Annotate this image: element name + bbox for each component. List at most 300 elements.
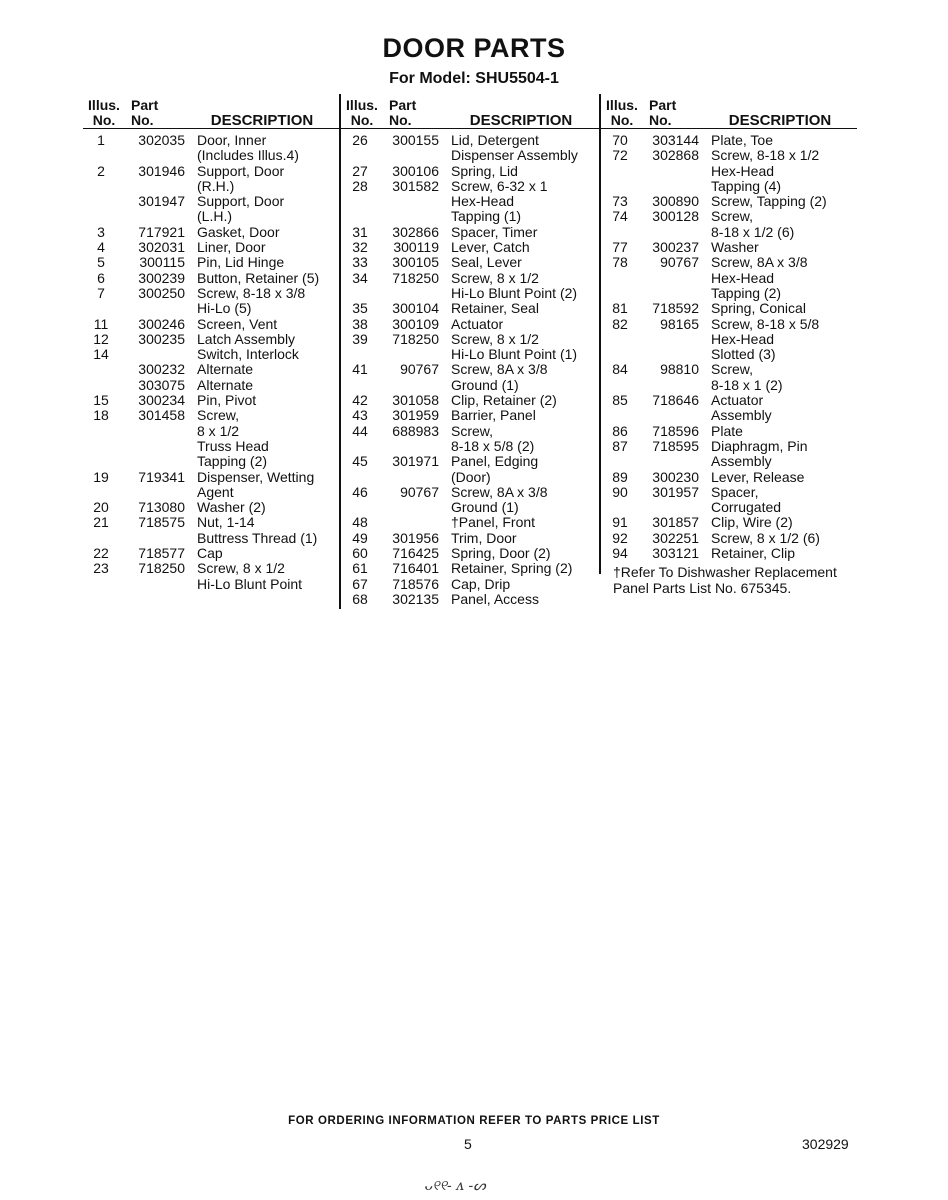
illus-number: 74 bbox=[612, 208, 628, 225]
part-description: Screw, 8 x 1/2 (6) bbox=[711, 529, 820, 546]
part-number: 301946 bbox=[138, 162, 185, 179]
part-description: Screw, Tapping (2) bbox=[711, 193, 827, 210]
header-illus-no: No. bbox=[92, 112, 116, 128]
illus-number: 5 bbox=[97, 254, 105, 271]
illus-number: 45 bbox=[352, 453, 368, 470]
part-row bbox=[341, 148, 599, 163]
part-description: Latch Assembly bbox=[197, 330, 296, 347]
illus-number: 87 bbox=[612, 437, 628, 454]
part-row bbox=[601, 194, 857, 209]
illus-number bbox=[341, 470, 379, 485]
illus-number: 32 bbox=[352, 239, 368, 256]
part-number bbox=[639, 271, 711, 286]
part-description: †Panel, Front bbox=[451, 514, 536, 531]
replacement-note bbox=[601, 565, 857, 596]
part-number: 688983 bbox=[392, 422, 439, 439]
part-number: 300239 bbox=[138, 269, 185, 286]
part-description: Tapping (4) bbox=[711, 177, 782, 194]
part-description: Spring, Conical bbox=[711, 300, 806, 317]
part-row bbox=[601, 347, 857, 362]
part-description: Retainer, Seal bbox=[451, 300, 539, 317]
illus-number: 49 bbox=[352, 529, 368, 546]
header-part: Part bbox=[389, 97, 417, 113]
part-row bbox=[341, 515, 599, 530]
part-description: Hex-Head bbox=[711, 162, 775, 179]
illus-number bbox=[83, 485, 119, 500]
part-number bbox=[639, 378, 711, 393]
part-row bbox=[341, 286, 599, 301]
part-description: 8-18 x 5/8 (2) bbox=[451, 437, 535, 454]
illus-number: 21 bbox=[93, 514, 109, 531]
part-row bbox=[601, 148, 857, 163]
illus-number: 38 bbox=[352, 315, 368, 332]
part-row bbox=[341, 561, 599, 576]
illus-number: 35 bbox=[352, 300, 368, 317]
illus-number bbox=[601, 454, 639, 469]
part-description: Hex-Head bbox=[711, 330, 775, 347]
part-row bbox=[601, 378, 857, 393]
part-number bbox=[639, 347, 711, 362]
part-description: Support, Door bbox=[197, 162, 285, 179]
part-description: Pin, Lid Hinge bbox=[197, 254, 285, 271]
illus-number bbox=[341, 148, 379, 163]
part-row bbox=[341, 592, 599, 607]
part-row bbox=[83, 255, 339, 270]
part-number bbox=[119, 209, 197, 224]
illus-number: 46 bbox=[352, 483, 368, 500]
illus-number: 92 bbox=[612, 529, 628, 546]
part-row bbox=[341, 393, 599, 408]
part-number: 717921 bbox=[138, 223, 185, 240]
part-number: 300234 bbox=[138, 392, 185, 409]
illus-number: 23 bbox=[93, 560, 109, 577]
illus-number bbox=[83, 378, 119, 393]
part-number bbox=[379, 439, 451, 454]
part-number: 718576 bbox=[392, 575, 439, 592]
header-illus-no: No. bbox=[610, 112, 634, 128]
illus-number: 73 bbox=[612, 193, 628, 210]
illus-number: 33 bbox=[352, 254, 368, 271]
part-number bbox=[639, 286, 711, 301]
part-description: Lever, Release bbox=[711, 468, 805, 485]
illus-number bbox=[83, 577, 119, 592]
part-description: Door, Inner bbox=[197, 132, 267, 148]
header-description: DESCRIPTION bbox=[469, 112, 573, 129]
part-number: 718596 bbox=[652, 422, 699, 439]
part-number: 300106 bbox=[392, 162, 439, 179]
part-row bbox=[341, 225, 599, 240]
part-description: Tapping (1) bbox=[451, 208, 522, 225]
model-line: For Model: SHU5504-1 bbox=[389, 70, 559, 87]
part-row bbox=[83, 347, 339, 362]
part-number bbox=[119, 485, 197, 500]
part-row bbox=[601, 439, 857, 454]
illus-number: 4 bbox=[97, 239, 105, 256]
part-description: Spacer, bbox=[711, 483, 759, 500]
part-row bbox=[601, 485, 857, 500]
illus-number bbox=[601, 179, 639, 194]
part-number: 300890 bbox=[652, 193, 699, 210]
illus-number bbox=[83, 179, 119, 194]
part-number: 718250 bbox=[392, 269, 439, 286]
illus-number: 77 bbox=[612, 239, 628, 256]
part-number bbox=[119, 424, 197, 439]
part-row bbox=[83, 133, 339, 148]
part-description: Hi-Lo Blunt Point (2) bbox=[451, 284, 578, 301]
illus-number: 78 bbox=[612, 254, 628, 271]
illus-number: 7 bbox=[97, 284, 105, 301]
illus-number: 44 bbox=[352, 422, 368, 439]
part-description: Assembly bbox=[711, 407, 772, 424]
part-description: Spring, Lid bbox=[451, 162, 518, 179]
illus-number bbox=[83, 454, 119, 469]
part-row bbox=[341, 179, 599, 194]
parts-column-3 bbox=[599, 94, 857, 596]
part-row bbox=[83, 424, 339, 439]
part-description: Corrugated bbox=[711, 499, 782, 516]
part-row bbox=[83, 408, 339, 423]
header-illus-no: No. bbox=[350, 112, 374, 128]
part-row bbox=[83, 240, 339, 255]
part-number: 713080 bbox=[138, 499, 185, 516]
illus-number bbox=[83, 362, 119, 377]
illus-number bbox=[601, 378, 639, 393]
illus-number bbox=[83, 194, 119, 209]
illus-number: 2 bbox=[97, 162, 105, 179]
part-description: 8-18 x 1 (2) bbox=[711, 376, 783, 393]
part-description: Slotted (3) bbox=[711, 346, 776, 363]
illus-number: 6 bbox=[97, 269, 105, 286]
part-number bbox=[639, 225, 711, 240]
illus-number: 48 bbox=[352, 514, 368, 531]
header-part-no: No. bbox=[131, 112, 154, 128]
part-description: Screw, 8-18 x 3/8 bbox=[197, 284, 306, 301]
part-row bbox=[341, 408, 599, 423]
part-row bbox=[601, 424, 857, 439]
part-description: Hi-Lo (5) bbox=[197, 300, 252, 317]
part-number: 300235 bbox=[138, 330, 185, 347]
part-row bbox=[83, 546, 339, 561]
part-row bbox=[83, 179, 339, 194]
part-number: 718592 bbox=[652, 300, 699, 317]
part-row bbox=[83, 362, 339, 377]
part-description: Hex-Head bbox=[451, 193, 515, 210]
part-row bbox=[341, 500, 599, 515]
part-number bbox=[119, 148, 197, 163]
part-row bbox=[341, 470, 599, 485]
part-row bbox=[341, 194, 599, 209]
part-row bbox=[83, 332, 339, 347]
illus-number: 1 bbox=[97, 132, 105, 148]
part-row bbox=[341, 271, 599, 286]
illus-number bbox=[83, 439, 119, 454]
part-number: 300115 bbox=[139, 254, 185, 271]
illus-number bbox=[601, 225, 639, 240]
part-description: Screw, bbox=[451, 422, 494, 439]
illus-number: 85 bbox=[612, 392, 628, 409]
illus-number: 67 bbox=[352, 575, 368, 592]
part-description: Actuator bbox=[451, 315, 504, 332]
part-row bbox=[601, 332, 857, 347]
part-row bbox=[83, 271, 339, 286]
part-description: Screw, 8-18 x 1/2 bbox=[711, 147, 820, 164]
part-description: Screw, 8-18 x 5/8 bbox=[711, 315, 820, 332]
part-number: 302035 bbox=[138, 132, 185, 148]
part-number bbox=[119, 577, 197, 592]
part-row bbox=[601, 255, 857, 270]
part-number: 301582 bbox=[392, 177, 439, 194]
part-number: 301956 bbox=[392, 529, 439, 546]
part-description: Alternate bbox=[197, 376, 254, 393]
header-part-no: No. bbox=[649, 112, 672, 128]
part-description: Spring, Door (2) bbox=[451, 545, 551, 562]
part-row bbox=[83, 393, 339, 408]
part-description: Hi-Lo Blunt Point (1) bbox=[451, 346, 578, 363]
part-row bbox=[601, 470, 857, 485]
part-row bbox=[341, 317, 599, 332]
part-description: Panel, Access bbox=[451, 590, 539, 607]
part-row bbox=[83, 515, 339, 530]
illus-number: 70 bbox=[612, 132, 628, 148]
part-description: Dispenser, Wetting bbox=[197, 468, 315, 485]
part-description: Diaphragm, Pin bbox=[711, 437, 808, 454]
part-description: Screw, 6-32 x 1 bbox=[451, 177, 548, 194]
illus-number bbox=[83, 531, 119, 546]
header-illus: Illus. bbox=[606, 97, 638, 113]
part-description: Washer bbox=[711, 239, 759, 256]
part-number bbox=[379, 194, 451, 209]
illus-number: 26 bbox=[352, 132, 368, 148]
page-number: 5 bbox=[464, 1136, 472, 1152]
part-number: 716425 bbox=[392, 545, 439, 562]
part-row bbox=[83, 286, 339, 301]
part-description: Retainer, Clip bbox=[711, 545, 796, 562]
part-row bbox=[341, 546, 599, 561]
part-row bbox=[83, 439, 339, 454]
part-number: 301957 bbox=[652, 483, 699, 500]
part-description: Clip, Wire (2) bbox=[711, 514, 793, 531]
part-description: Screw, 8A x 3/8 bbox=[451, 361, 548, 378]
header-description: DESCRIPTION bbox=[728, 112, 832, 129]
part-number: 718577 bbox=[138, 545, 185, 562]
part-description: Buttress Thread (1) bbox=[197, 529, 318, 546]
illus-number: 81 bbox=[612, 300, 628, 317]
illus-number: 72 bbox=[612, 147, 628, 164]
part-number: 301058 bbox=[392, 392, 439, 409]
part-number bbox=[119, 179, 197, 194]
part-row bbox=[341, 133, 599, 148]
illus-number: 91 bbox=[612, 514, 628, 531]
illus-number: 41 bbox=[352, 361, 368, 378]
part-row bbox=[341, 378, 599, 393]
part-number bbox=[119, 301, 197, 316]
part-row bbox=[341, 485, 599, 500]
part-row bbox=[601, 301, 857, 316]
part-number bbox=[639, 332, 711, 347]
part-number: 300105 bbox=[392, 254, 439, 271]
part-row bbox=[83, 454, 339, 469]
note-line-1: †Refer To Dishwasher Replacement bbox=[613, 564, 837, 581]
illus-number: 22 bbox=[93, 545, 109, 562]
part-description: Agent bbox=[197, 483, 234, 500]
illus-number: 19 bbox=[93, 468, 109, 485]
part-number: 300155 bbox=[392, 132, 439, 148]
part-number: 90767 bbox=[400, 361, 439, 378]
part-row bbox=[601, 240, 857, 255]
part-number: 301857 bbox=[652, 514, 699, 531]
part-number: 90767 bbox=[400, 483, 439, 500]
part-row bbox=[601, 531, 857, 546]
part-row bbox=[83, 577, 339, 592]
part-description: Plate, Toe bbox=[711, 132, 774, 148]
part-description: Switch, Interlock bbox=[197, 346, 299, 363]
part-row bbox=[83, 485, 339, 500]
header-illus: Illus. bbox=[346, 97, 378, 113]
illus-number: 28 bbox=[352, 177, 368, 194]
part-row bbox=[601, 271, 857, 286]
illus-number: 94 bbox=[612, 545, 628, 562]
illus-number bbox=[601, 500, 639, 515]
part-row bbox=[601, 209, 857, 224]
part-row bbox=[601, 179, 857, 194]
parts-rows bbox=[341, 129, 599, 607]
document-number: 302929 bbox=[802, 1136, 849, 1152]
part-row bbox=[601, 454, 857, 469]
part-description: Panel, Edging bbox=[451, 453, 539, 470]
illus-number: 39 bbox=[352, 330, 368, 347]
part-number bbox=[379, 515, 451, 530]
illus-number: 82 bbox=[612, 315, 628, 332]
ordering-footer: FOR ORDERING INFORMATION REFER TO PARTS PRICE LIST bbox=[288, 1115, 660, 1127]
part-row bbox=[601, 362, 857, 377]
illus-number: 15 bbox=[93, 392, 109, 409]
illus-number: 18 bbox=[93, 407, 109, 424]
part-description: Trim, Door bbox=[451, 529, 517, 546]
part-description: Seal, Lever bbox=[451, 254, 522, 271]
part-row bbox=[83, 301, 339, 316]
part-row bbox=[341, 577, 599, 592]
part-number: 719341 bbox=[138, 468, 185, 485]
illus-number bbox=[341, 439, 379, 454]
note-line-2: Panel Parts List No. 675345. bbox=[613, 579, 792, 596]
illus-number bbox=[601, 164, 639, 179]
part-row bbox=[341, 301, 599, 316]
illus-number: 43 bbox=[352, 407, 368, 424]
part-row bbox=[83, 194, 339, 209]
part-row bbox=[341, 240, 599, 255]
part-row bbox=[601, 393, 857, 408]
part-number bbox=[379, 347, 451, 362]
part-number: 302251 bbox=[652, 529, 699, 546]
part-description: Barrier, Panel bbox=[451, 407, 536, 424]
part-row bbox=[83, 148, 339, 163]
column-header bbox=[83, 94, 339, 129]
part-row bbox=[601, 286, 857, 301]
part-description: Screw, bbox=[711, 208, 754, 225]
part-row bbox=[341, 454, 599, 469]
part-row bbox=[601, 515, 857, 530]
part-number: 98810 bbox=[660, 361, 699, 378]
illus-number bbox=[601, 286, 639, 301]
part-number: 303075 bbox=[138, 376, 185, 393]
part-number bbox=[379, 470, 451, 485]
part-number: 302031 bbox=[138, 239, 185, 256]
part-row bbox=[83, 209, 339, 224]
part-description: Support, Door bbox=[197, 193, 285, 210]
part-description: Ground (1) bbox=[451, 499, 519, 516]
part-row bbox=[341, 332, 599, 347]
part-number: 300119 bbox=[393, 239, 439, 256]
part-description: Alternate bbox=[197, 361, 254, 378]
part-description: Screw, 8 x 1/2 bbox=[451, 330, 539, 347]
parts-rows bbox=[83, 129, 339, 592]
part-description: (L.H.) bbox=[197, 208, 232, 225]
part-row bbox=[83, 470, 339, 485]
part-row bbox=[83, 561, 339, 576]
part-number: 301971 bbox=[392, 453, 439, 470]
part-number: 718575 bbox=[138, 514, 185, 531]
illus-number: 20 bbox=[93, 499, 109, 516]
illus-number: 34 bbox=[352, 269, 368, 286]
part-number: 303121 bbox=[652, 545, 699, 562]
illus-number: 60 bbox=[352, 545, 368, 562]
part-description: Nut, 1-14 bbox=[197, 514, 255, 531]
illus-number bbox=[601, 408, 639, 423]
part-number: 300237 bbox=[652, 239, 699, 256]
part-description: Plate bbox=[711, 422, 743, 439]
illus-number: 14 bbox=[93, 346, 109, 363]
illus-number bbox=[83, 209, 119, 224]
illus-number: 61 bbox=[352, 560, 368, 577]
header-part: Part bbox=[131, 97, 159, 113]
illus-number bbox=[601, 271, 639, 286]
part-row bbox=[601, 546, 857, 561]
part-description: Lid, Detergent bbox=[451, 132, 539, 148]
part-row bbox=[601, 133, 857, 148]
part-number: 90767 bbox=[660, 254, 699, 271]
part-row bbox=[341, 362, 599, 377]
header-description: DESCRIPTION bbox=[210, 112, 314, 129]
part-description: Ground (1) bbox=[451, 376, 519, 393]
part-row bbox=[83, 225, 339, 240]
part-number: 302135 bbox=[392, 590, 439, 607]
illus-number: 11 bbox=[93, 315, 109, 332]
illus-number bbox=[601, 347, 639, 362]
part-description: Cap, Drip bbox=[451, 575, 511, 592]
part-number: 718646 bbox=[652, 392, 699, 409]
header-part: Part bbox=[649, 97, 677, 113]
part-description: Lever, Catch bbox=[451, 239, 530, 256]
part-number bbox=[119, 454, 197, 469]
part-row bbox=[341, 424, 599, 439]
part-description: Spacer, Timer bbox=[451, 223, 538, 240]
part-number: 98165 bbox=[660, 315, 699, 332]
part-description: Clip, Retainer (2) bbox=[451, 392, 557, 409]
part-number bbox=[379, 500, 451, 515]
part-number: 300104 bbox=[392, 300, 439, 317]
illus-number: 3 bbox=[97, 223, 105, 240]
part-row bbox=[601, 225, 857, 240]
parts-column-1 bbox=[83, 94, 339, 592]
part-description: (Door) bbox=[451, 468, 491, 485]
part-description: Screw, 8 x 1/2 bbox=[197, 560, 285, 577]
part-number bbox=[119, 439, 197, 454]
part-number: 303144 bbox=[652, 132, 699, 148]
part-number: 718250 bbox=[392, 330, 439, 347]
part-number: 300250 bbox=[138, 284, 185, 301]
part-row bbox=[83, 317, 339, 332]
illus-number bbox=[83, 148, 119, 163]
